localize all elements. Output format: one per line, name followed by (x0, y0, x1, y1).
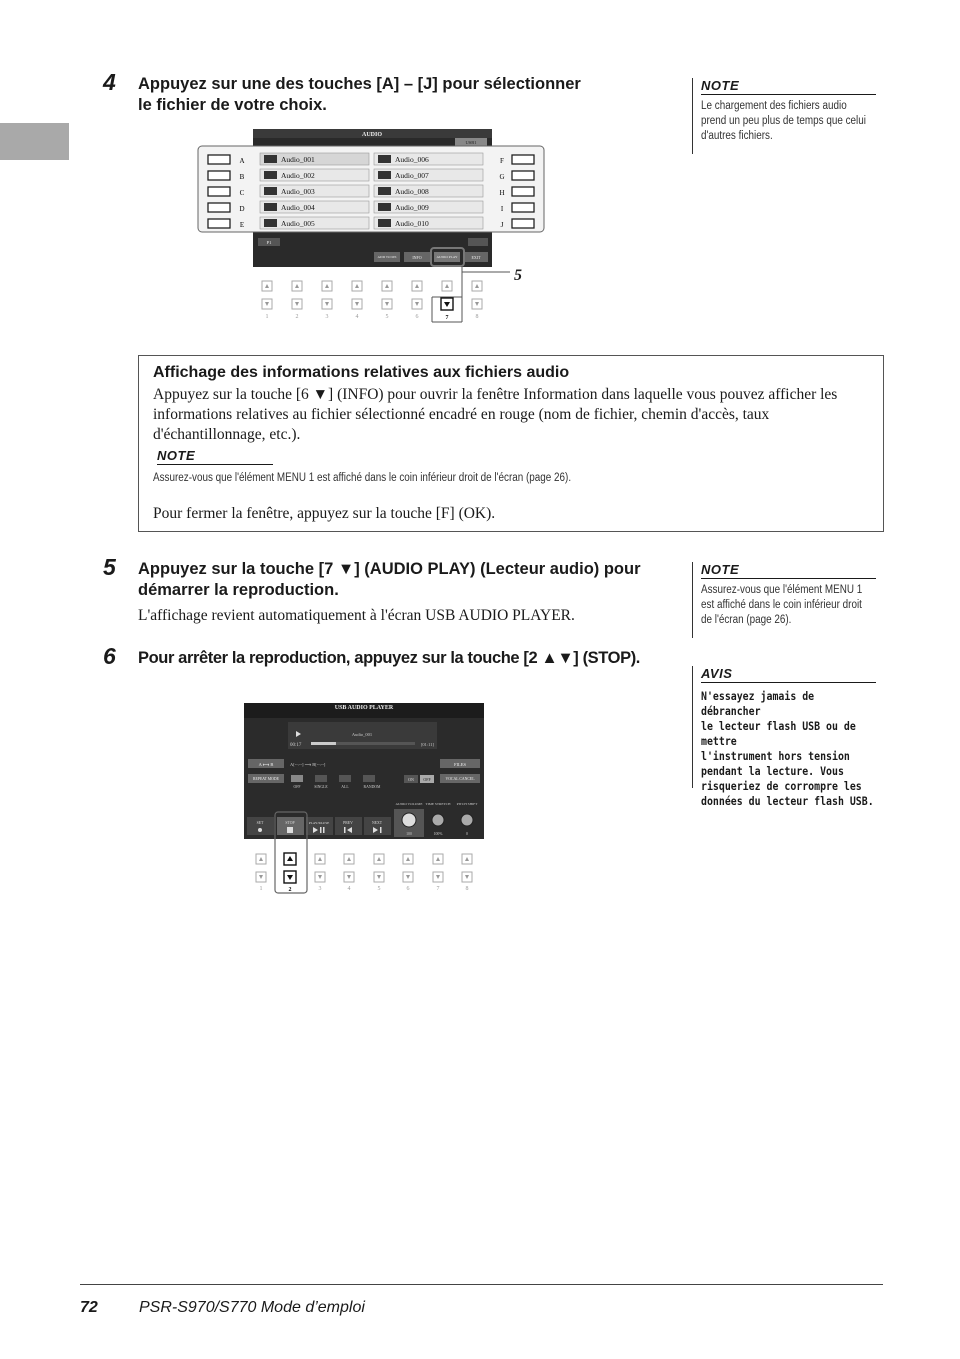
step-5-body: L'affichage revient automatiquement à l'écran USB AUDIO PLAYER. (138, 607, 575, 624)
note-line: est affiché dans le coin inférieur droit (701, 599, 862, 611)
file-name: Audio_005 (281, 219, 315, 228)
button-c[interactable] (208, 187, 230, 196)
button-number-highlighted: 2 (288, 887, 292, 893)
button-b[interactable] (208, 171, 230, 180)
button-number: 3 (318, 886, 322, 892)
repeat-option: RANDOM (363, 785, 381, 789)
pitch-shift-knob[interactable] (461, 814, 473, 826)
step-5-text (138, 559, 641, 601)
volume-knob[interactable] (402, 813, 416, 827)
note-line: prend un peu plus de temps que celui (701, 115, 866, 127)
transport-label: PLAY/PAUSE (308, 821, 330, 825)
button-number: 6 (406, 886, 410, 892)
time-elapsed: 00:17 (290, 743, 302, 748)
step-4-line-2: le fichier de votre choix. (138, 96, 327, 114)
repeat-off-icon[interactable] (291, 775, 303, 782)
letter-i: I (500, 205, 504, 213)
song-name: Audio_001 (351, 732, 373, 737)
set-button[interactable] (247, 817, 274, 835)
button-number: 6 (415, 314, 419, 320)
button-number: 8 (475, 314, 479, 320)
time-stretch-knob[interactable] (432, 814, 444, 826)
set-icon (258, 828, 262, 832)
step-6-text: Pour arrêter la reproduction, appuyez sur la touche [2 ▲▼] (STOP). (138, 649, 640, 667)
audio-file-icon (264, 155, 277, 163)
button-number: 1 (265, 314, 269, 320)
on-label: ON (408, 777, 414, 782)
note-line: Le chargement des fichiers audio (701, 100, 847, 112)
callout-number: 5 (514, 267, 522, 284)
info-box-note-heading: NOTE (157, 448, 273, 465)
button-g[interactable] (512, 171, 534, 180)
knob-label: AUDIO VOLUME (395, 802, 423, 806)
avis-heading: AVIS (701, 666, 876, 683)
audio-button-grid (262, 281, 482, 321)
pause-bar-icon (323, 827, 325, 833)
button-e[interactable] (208, 219, 230, 228)
letter-j: J (500, 221, 504, 229)
time-total: [01:11] (420, 742, 434, 747)
button-number: 1 (259, 886, 263, 892)
button-number: 3 (325, 314, 329, 320)
knob-value: 0 (466, 832, 468, 836)
audio-screen-illustration (0, 0, 960, 330)
note-heading: NOTE (701, 562, 876, 579)
knob-label: TIME STRETCH (425, 802, 451, 806)
note-line: Assurez-vous que l'élément MENU 1 (701, 584, 863, 596)
knob-label: PITCH SHIFT (456, 802, 478, 806)
audio-file-icon (378, 171, 391, 179)
add-to-ms-label: ADD TO MS (377, 255, 397, 259)
repeat-label: REPEAT MODE (253, 777, 279, 781)
button-j[interactable] (512, 219, 534, 228)
file-name: Audio_006 (395, 155, 429, 164)
player-title: USB AUDIO PLAYER (334, 705, 394, 711)
file-name: Audio_001 (281, 155, 315, 164)
page-number: 72 (80, 1299, 98, 1316)
step-5-line-1: Appuyez sur la touche [7 ▼] (AUDIO PLAY) (Lecteur audio) pour (138, 560, 641, 578)
info-box-text (153, 385, 873, 445)
letter-b: B (239, 173, 245, 181)
audio-file-icon (378, 219, 391, 227)
note-line: de l'écran (page 26). (701, 614, 792, 626)
transport-label: SET (256, 821, 264, 825)
button-number: 4 (347, 886, 351, 892)
info-box (138, 355, 884, 532)
audio-file-icon (264, 219, 277, 227)
file-name: Audio_010 (395, 219, 429, 228)
audio-tab-label: USB1 (465, 140, 477, 145)
player-button-numbers (260, 886, 469, 893)
button-h[interactable] (512, 187, 534, 196)
button-number: 5 (385, 314, 389, 320)
file-select-panel (198, 146, 544, 232)
button-i[interactable] (512, 203, 534, 212)
player-button-grid (256, 853, 472, 893)
file-name: Audio_003 (281, 187, 315, 196)
ab-values: A[--:--] ⟶ B[--:--] (290, 762, 326, 767)
stop-icon (287, 827, 293, 833)
letter-c: C (239, 189, 245, 197)
note-menu (692, 562, 901, 638)
off-label: OFF (423, 777, 431, 782)
avis-line: risqueriez de corrompre les (701, 779, 862, 793)
audio-button-numbers (266, 314, 479, 321)
vocal-cancel-label: VOCAL CANCEL (445, 777, 475, 781)
pause-bar-icon (320, 827, 322, 833)
info-box-note-text: Assurez-vous que l'élément MENU 1 est affiché dans le coin inférieur droit de l'écran (page 26). (153, 472, 572, 484)
usb-player-illustration (0, 695, 960, 900)
exit-label: EXIT (471, 255, 481, 260)
button-d[interactable] (208, 203, 230, 212)
avis-line: données du lecteur flash USB. (701, 794, 874, 808)
page-label: P1 (266, 240, 272, 245)
file-name: Audio_008 (395, 187, 429, 196)
letter-h: H (499, 189, 505, 197)
next-bar-icon (380, 827, 382, 833)
manual-title: PSR-S970/S770 Mode d’emploi (139, 1299, 365, 1316)
info-box-title: Affichage des informations relatives aux fichiers audio (153, 364, 570, 381)
repeat-random-icon[interactable] (363, 775, 375, 782)
play-pause-button[interactable] (306, 817, 333, 835)
button-number: 8 (465, 886, 469, 892)
avis-line: l'instrument hors tension (701, 749, 850, 763)
transport-label: NEXT (371, 821, 383, 825)
button-number-highlighted: 7 (445, 315, 449, 321)
button-a[interactable] (208, 155, 230, 164)
repeat-all-icon[interactable] (339, 775, 351, 782)
step-6-number: 6 (103, 643, 116, 669)
avis-line: N'essayez jamais de débrancher (701, 689, 815, 718)
step-4-line-1: Appuyez sur une des touches [A] – [J] pour sélectionner (138, 75, 581, 93)
button-f[interactable] (512, 155, 534, 164)
step-4-number: 4 (103, 69, 116, 95)
audio-file-icon (264, 171, 277, 179)
info-label: INFO (412, 255, 422, 260)
info-box-line: informations relatives au fichier sélectionné encadré en rouge (nom de fichier, chemin d'accès, taux (153, 406, 770, 423)
letter-a: A (239, 157, 245, 165)
transport-label: PREV (343, 821, 353, 825)
audio-file-icon (264, 187, 277, 195)
file-name: Audio_004 (281, 203, 315, 212)
up-arrow-icons (265, 284, 479, 288)
button-number: 5 (377, 886, 381, 892)
button-number: 4 (355, 314, 359, 320)
info-box-close-text: Pour fermer la fenêtre, appuyez sur la touche [F] (OK). (153, 505, 496, 522)
note-line: d'autres fichiers. (701, 130, 773, 142)
audio-file-icon (378, 187, 391, 195)
audio-file-icon (378, 203, 391, 211)
file-name: Audio_009 (395, 203, 429, 212)
repeat-option: ALL (341, 785, 349, 789)
files-label: FILES (453, 762, 467, 767)
info-box-line: Appuyez sur la touche [6 ▼] (INFO) pour ouvrir la fenêtre Information dans laquelle vous pouvez afficher les (153, 386, 838, 403)
knob-value: 100% (433, 832, 443, 836)
info-box-line: d'échantillonnage, etc.). (153, 426, 301, 443)
footer-rule (80, 1284, 883, 1285)
next-button[interactable] (364, 817, 391, 835)
step-5-number: 5 (103, 554, 116, 580)
button-number: 2 (295, 314, 299, 320)
note-heading: NOTE (701, 78, 876, 95)
audio-file-icon (378, 155, 391, 163)
knob-value: 100 (406, 832, 412, 836)
transport-label: STOP (285, 821, 295, 825)
prev-button[interactable] (335, 817, 362, 835)
file-name: Audio_007 (395, 171, 429, 180)
button-number: 7 (436, 886, 440, 892)
prev-bar-icon (344, 827, 346, 833)
repeat-option: SINGLE (314, 785, 328, 789)
repeat-option: OFF (293, 785, 301, 789)
letter-f: F (500, 157, 504, 165)
avis-line: le lecteur flash USB ou de mettre (701, 719, 856, 748)
repeat-single-icon[interactable] (315, 775, 327, 782)
file-name: Audio_002 (281, 171, 315, 180)
avis-line: pendant la lecture. Vous (701, 764, 844, 778)
letter-d: D (239, 205, 245, 213)
step-5-line-2: démarrer la reproduction. (138, 581, 339, 599)
letter-e: E (239, 221, 245, 229)
audio-file-icon (264, 203, 277, 211)
audio-title: AUDIO (361, 132, 383, 138)
scroll-arrows[interactable] (468, 238, 488, 246)
letter-g: G (499, 173, 505, 181)
audio-play-label: AUDIO PLAY (436, 255, 458, 259)
note-body (701, 583, 873, 628)
ab-label: A ⟷ B (258, 762, 274, 767)
progress-fill (311, 742, 336, 745)
